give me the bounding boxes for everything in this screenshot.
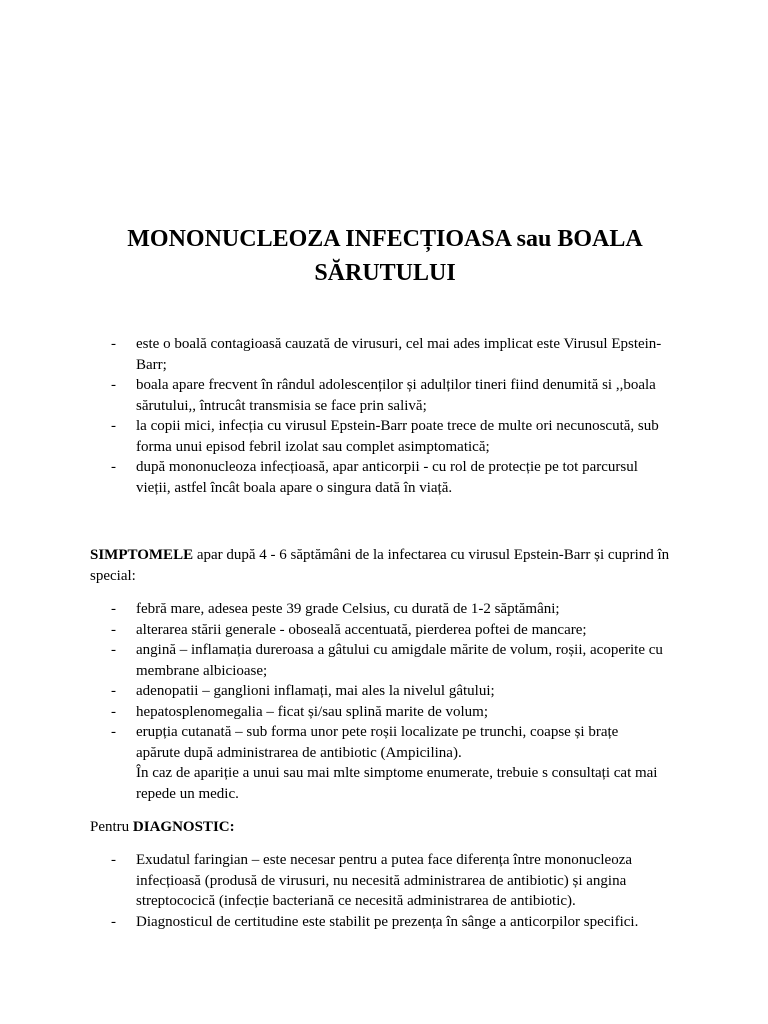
list-item: - erupția cutanată – sub forma unor pete roșii localizate pe trunchi, coapse și brațe apărute după administrarea de antibiotic (Ampicilina). În caz de apariție a unui sau mai mlte simptome enumerate, trebuie s consultați cat mai repede un medic.: [0, 722, 666, 804]
list-item: - alterarea stării generale - oboseală accentuată, pierderea poftei de mancare;: [111, 621, 587, 638]
list-item: - este o boală contagioasă cauzată de virusuri, cel mai ades implicat este Virusul Epstein-Barr;: [111, 336, 662, 373]
symptoms-intro: [90, 545, 690, 586]
diagnostic-prefix: Pentru: [90, 819, 133, 835]
symptoms-list: [0, 599, 666, 804]
symptoms-text: apar după 4 - 6 săptămâni de la infectarea cu virusul Epstein-Barr și cuprind în special:: [90, 547, 670, 584]
list-item: - boala apare frecvent în rândul adolescenților și adulților tineri fiind denumită si ,,boala sărutului,, întrucât transmisia se face prin salivă;: [111, 377, 656, 414]
list-item: - adenopatii – ganglioni inflamați, mai ales la nivelul gâtului;: [111, 683, 495, 699]
list-item: - Diagnosticul de certitudine este stabilit pe prezența în sânge a anticorpilor specifici.: [111, 913, 639, 930]
symptoms-heading: SIMPTOMELE: [90, 547, 194, 563]
list-item: - după mononucleoza infecțioasă, apar anticorpii - cu rol de protecție pe tot parcursul vieții, astfel încât boala apare o singura dată în viață.: [111, 459, 638, 496]
list-item: - febră mare, adesea peste 39 grade Celsius, cu durată de 1-2 săptămâni;: [111, 601, 560, 617]
title-line-2: SĂRUTULUI: [314, 260, 456, 286]
diagnostic-intro: [90, 817, 690, 838]
symptoms-note: În caz de apariție a unui sau mai mlte simptome enumerate, trebuie s consultați cat mai repede un medic.: [136, 765, 658, 802]
diagnostic-list: [0, 850, 666, 932]
list-item: - la copii mici, infecția cu virusul Epstein-Barr poate trece de multe ori necunoscută, sub forma unui episod febril izolat sau complet asimptomatică;: [111, 418, 659, 455]
title-line-1: MONONUCLEOZA INFECȚIOASA sau BOALA: [127, 226, 643, 252]
list-item: - hepatosplenomegalia – ficat și/sau splină marite de volum;: [111, 703, 488, 720]
diagnostic-heading: DIAGNOSTIC:: [132, 819, 235, 835]
document-title: [90, 222, 680, 290]
list-item: - Exudatul faringian – este necesar pentru a putea face diferența între mononucleoza infecțioasă (produsă de virusuri, nu necesită administrarea de antibiotic) și angina streptococică (infecție bacteriană ce necesită administrarea de antibiotic).: [111, 852, 633, 909]
intro-list: [0, 334, 666, 498]
list-item: - angină – inflamația dureroasa a gâtului cu amigdale mărite de volum, roșii, acoperite cu membrane albicioase;: [111, 642, 663, 679]
